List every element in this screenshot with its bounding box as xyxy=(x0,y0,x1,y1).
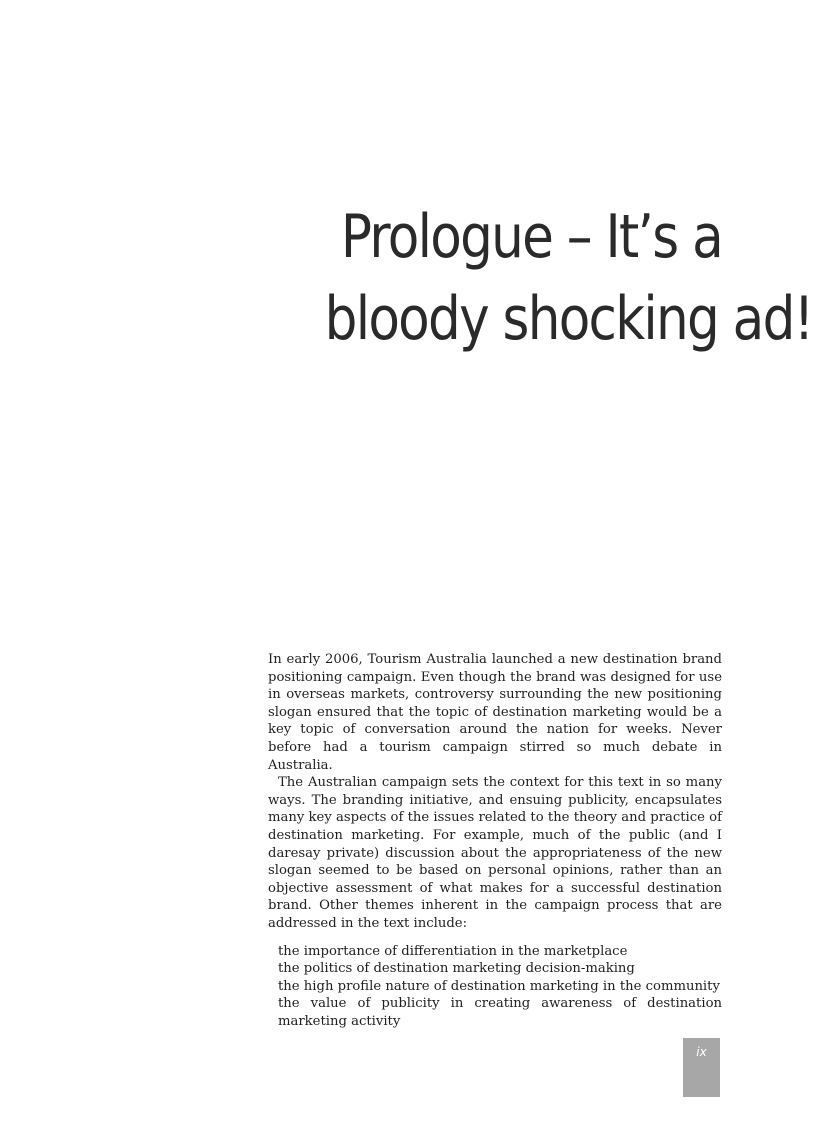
chapter-title-line-2: bloody shocking ad! xyxy=(324,284,813,354)
body-paragraph-2: The Australian campaign sets the context for this text in so many ways. The branding initiative, and ensuing publicity, encapsulates many key aspects of the issues related to the theory and practice of destination marketing. For example, much of the public (and I daresay private) discussion about the appropriateness of the new slogan seemed to be based on personal opinions, rather than an objective assessment of what makes for a successful destination brand. Other themes inherent in the campaign process that are addressed in the text include: xyxy=(268,775,722,931)
list-item: the importance of differentiation in the marketplace xyxy=(278,943,628,959)
list-item: the high profile nature of destination marketing in the community xyxy=(278,978,720,994)
body-paragraph-1: In early 2006, Tourism Australia launched a new destination brand positioning campaign. Even though the brand was designed for use in overseas markets, controversy surrounding the new positioning slogan ensured that the topic of destination marketing would be a key topic of conversation around the nation for weeks. Never before had a tourism campaign stirred so much debate in Australia. xyxy=(268,652,722,773)
list-item: the politics of destination marketing decision-making xyxy=(278,961,635,977)
themes-list xyxy=(268,943,722,1031)
chapter-title-line-1: Prologue – It’s a xyxy=(340,202,722,272)
body-text xyxy=(268,651,722,1030)
chapter-title xyxy=(260,196,813,360)
page-number: ix xyxy=(696,1045,707,1059)
list-item: the value of publicity in creating awareness of destination marketing activity xyxy=(278,996,722,1029)
